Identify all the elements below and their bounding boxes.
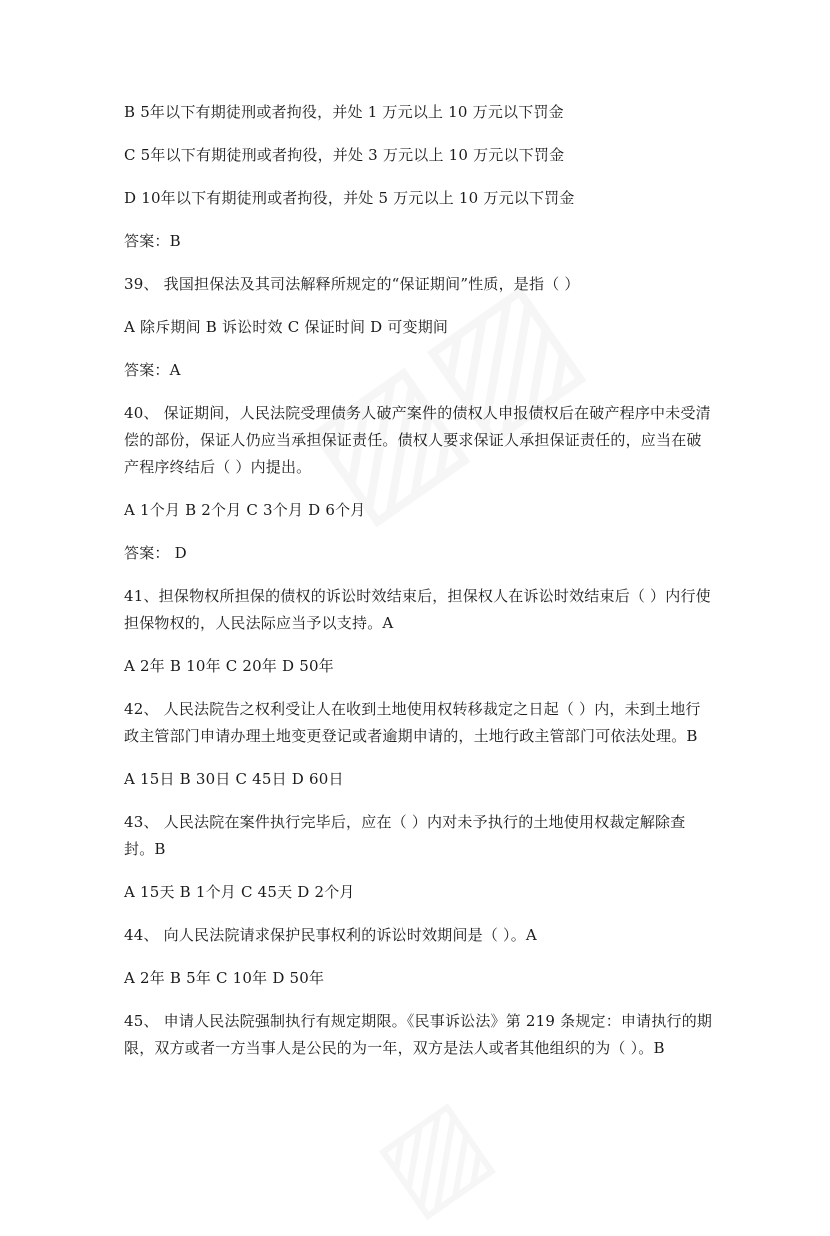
question-42: 42、 人民法院告之权利受让人在收到土地使用权转移裁定之日起（ ）内，未到土地行政主管部门申请办理土地变更登记或者逾期申请的，土地行政主管部门可依法处理。B xyxy=(124,700,701,745)
question-45: 45、 申请人民法院强制执行有规定期限。《民事诉讼法》第 219 条规定：申请执行的期限，双方或者一方当事人是公民的为一年，双方是法人或者其他组织的为（ ）。B xyxy=(124,1012,713,1057)
options-42: A 15日 B 30日 C 45日 D 60日 xyxy=(124,770,344,788)
options-43: A 15天 B 1个月 C 45天 D 2个月 xyxy=(124,883,355,901)
watermark-bottom xyxy=(353,1072,512,1236)
options-40: A 1个月 B 2个月 C 3个月 D 6个月 xyxy=(124,501,366,519)
question-43: 43、 人民法院在案件执行完毕后，应在（ ）内对未予执行的土地使用权裁定解除查封。B xyxy=(124,813,686,858)
answer: 答案：B xyxy=(124,232,181,250)
question-40: 40、 保证期间，人民法院受理债务人破产案件的债权人申报债权后在破产程序中未受清偿的部份，保证人仍应当承担保证责任。债权人要求保证人承担保证责任的，应当在破产程序终结后（ ）内提出。 xyxy=(124,404,711,476)
question-41: 41、担保物权所担保的债权的诉讼时效结束后，担保权人在诉讼时效结束后（ ）内行使担保物权的，人民法际应当予以支持。A xyxy=(124,587,711,632)
option-c: C 5年以下有期徒刑或者拘役，并处 3 万元以上 10 万元以下罚金 xyxy=(124,146,565,164)
answer-39: 答案：A xyxy=(124,361,181,379)
question-39: 39、 我国担保法及其司法解释所规定的“保证期间”性质，是指（ ） xyxy=(124,275,580,293)
answer-40: 答案： D xyxy=(124,544,187,562)
document-body xyxy=(124,99,714,1078)
option-b: B 5年以下有期徒刑或者拘役，并处 1 万元以上 10 万元以下罚金 xyxy=(124,103,564,121)
options-41: A 2年 B 10年 C 20年 D 50年 xyxy=(124,657,334,675)
option-d: D 10年以下有期徒刑或者拘役，并处 5 万元以上 10 万元以下罚金 xyxy=(124,189,575,207)
options-44: A 2年 B 5年 C 10年 D 50年 xyxy=(124,969,325,987)
question-44: 44、 向人民法院请求保护民事权利的诉讼时效期间是（ ）。A xyxy=(124,926,537,944)
options-39: A 除斥期间 B 诉讼时效 C 保证时间 D 可变期间 xyxy=(124,318,449,336)
